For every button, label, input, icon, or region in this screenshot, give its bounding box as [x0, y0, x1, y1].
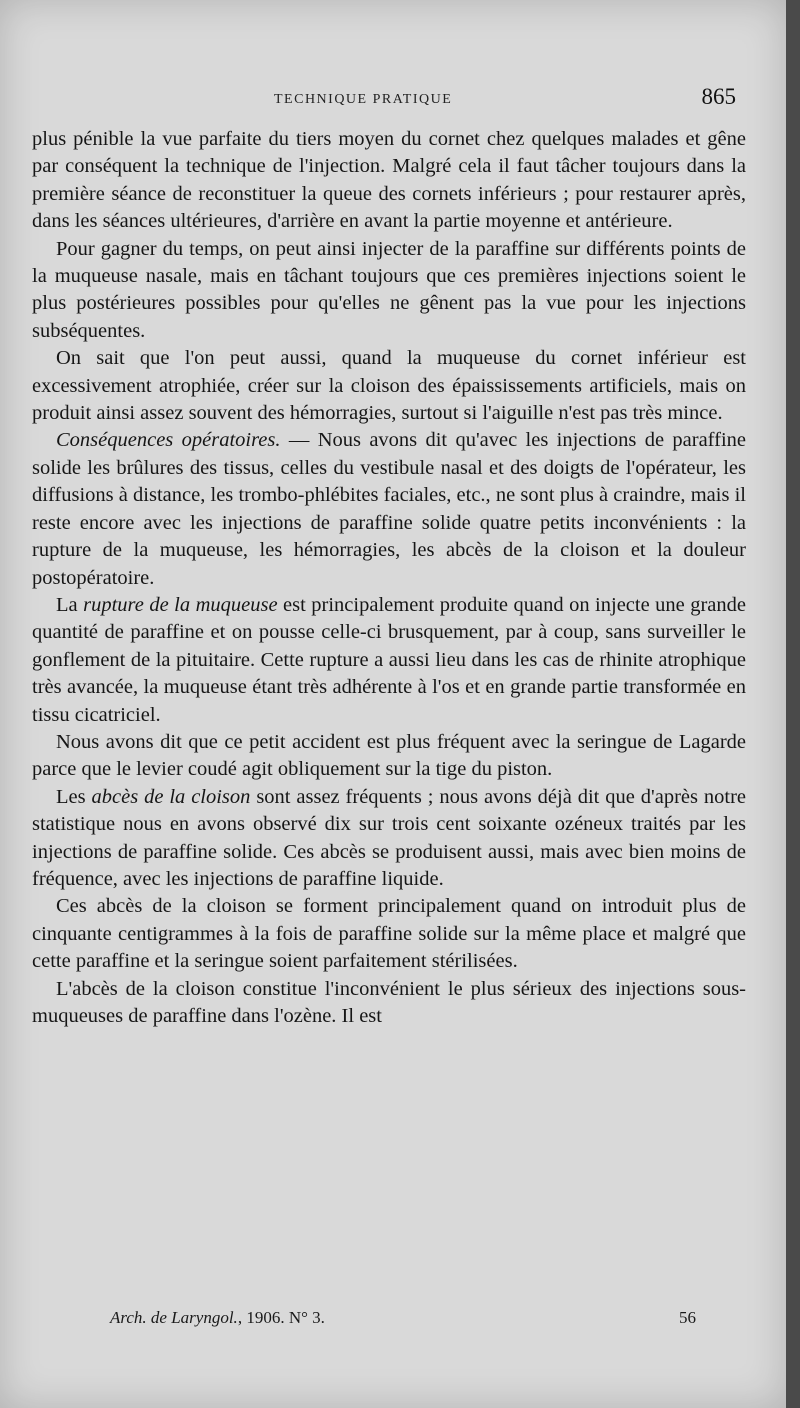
page-header [40, 84, 736, 114]
text-run: Ces abcès de la cloison se forment principalement quand on introduit plus de cinquante centigrammes à la fois de paraffine solide sur la même place et malgré que cette paraffine et la seringue soient parfaitement stérilisées. [32, 895, 746, 973]
text-run: L'abcès de la cloison constitue l'inconvénient le plus sérieux des injections sous-muqueuses de paraffine dans l'ozène. Il est [32, 977, 746, 1027]
italic-run: abcès de la cloison [91, 785, 251, 808]
signature-mark: 56 [679, 1308, 696, 1327]
journal-issue: , 1906. N° 3. [237, 1308, 325, 1327]
paragraph [32, 893, 746, 975]
italic-run: rupture de la muqueuse [83, 593, 278, 616]
italic-run: Conséquences opératoires. [56, 429, 281, 452]
text-run: Pour gagner du temps, on peut ainsi injecter de la paraffine sur différents points de la muqueuse nasale, mais en tâchant toujours que ces premières injections soient le plus postérieures possibles pour qu'elles ne gênent pas la vue pour les injections subséquentes. [32, 237, 746, 342]
text-run: est principalement produite quand on injecte une grande quantité de paraffine et on pousse celle-ci brusquement, par à coup, sans surveiller le gonflement de la pituitaire. Cette rupture a aussi lieu dans les cas de rhinite atrophique très avancée, la muqueuse étant très adhérente à l'os et en grande partie transformée en tissu cicatriciel. [32, 593, 747, 726]
paragraph [32, 976, 746, 1031]
text-run: Nous avons dit que ce petit accident est plus fréquent avec la seringue de Lagarde parce que le levier coudé agit obliquement sur la tige du piston. [32, 730, 746, 781]
journal-name: Arch. de Laryngol. [110, 1308, 238, 1327]
running-head: TECHNIQUE PRATIQUE [274, 92, 453, 107]
body-text [32, 126, 746, 1030]
text-run: — Nous avons dit qu'avec les injections de paraffine solide les brûlures des tissus, celles du vestibule nasal et des doigts de l'opérateur, les diffusions à distance, les trombo-phlébites faciales, etc., ne sont plus à craindre, mais il reste encore avec les injections de paraffine solide quatre petits inconvénients : la rupture de la muqueuse, les hémorragies, les abcès de la cloison et la douleur postopératoire. [32, 429, 747, 589]
paragraph [32, 729, 746, 784]
text-run: sont assez fréquents ; nous avons déjà dit que d'après notre statistique nous en avons observé dix sur trois cent soixante ozéneux traités par les injections de paraffine solide. Ces abcès se produisent aussi, mais avec bien moins de fréquence, avec les injections de paraffine liquide. [32, 785, 746, 890]
paragraph [32, 126, 746, 236]
paragraph [32, 345, 746, 427]
page-number: 865 [701, 84, 736, 109]
paragraph [32, 784, 746, 894]
text-run: La [56, 593, 84, 616]
text-run: Les [56, 785, 92, 808]
paragraph [32, 236, 746, 346]
page-footer [110, 1308, 696, 1328]
text-run: On sait que l'on peut aussi, quand la muqueuse du cornet inférieur est excessivement atrophiée, créer sur la cloison des épaississements artificiels, mais on produit ainsi assez souvent des hémorragies, surtout si l'aiguille n'est pas très mince. [32, 347, 746, 425]
paragraph [32, 427, 746, 591]
paragraph [32, 592, 746, 729]
text-run: plus pénible la vue parfaite du tiers moyen du cornet chez quelques malades et gêne par conséquent la technique de l'injection. Malgré cela il faut tâcher toujours dans la première séance de reconstituer la queue des cornets inférieurs ; pour restaurer après, dans les séances ultérieures, d'arrière en avant la partie moyenne et antérieure. [32, 128, 746, 233]
journal-citation [110, 1308, 325, 1327]
